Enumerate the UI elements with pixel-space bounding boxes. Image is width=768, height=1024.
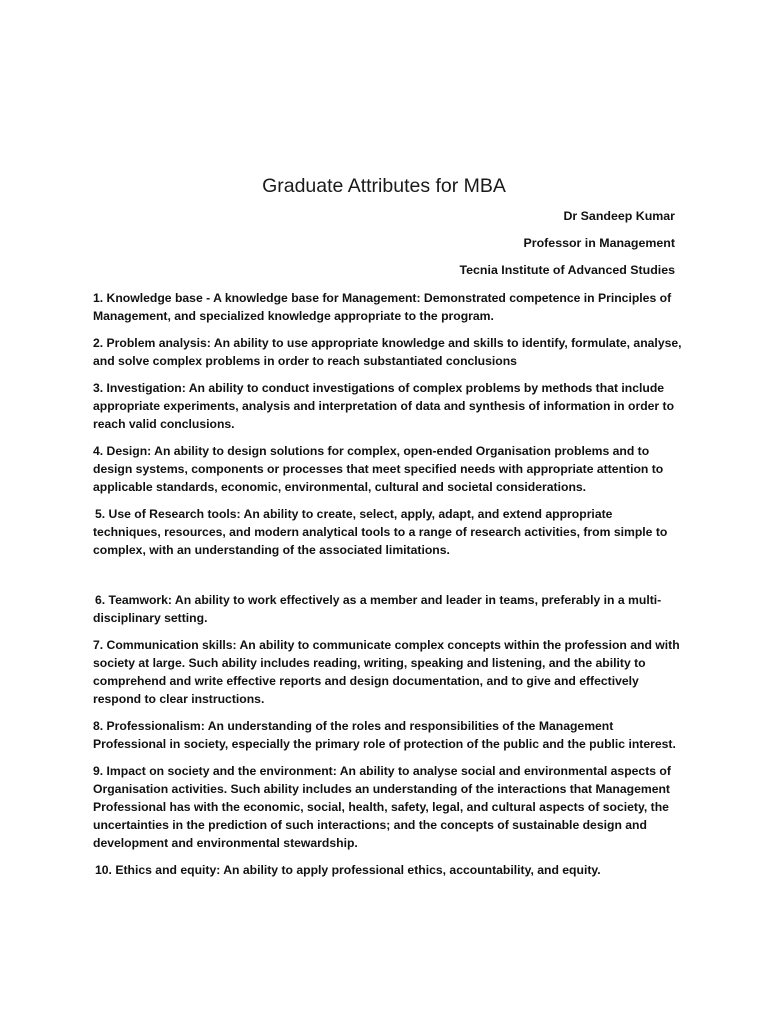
attribute-knowledge-base: 1. Knowledge base - A knowledge base for Management: Demonstrated competence in Principles of Management, and specialized knowledge appropriate to the program.: [93, 291, 672, 323]
attribute-impact-on-society: 9. Impact on society and the environment: An ability to analyse social and environmental aspects of Organisation activities. Such ability includes an understanding of the interactions that Management Professional has with the economic, social, health, safety, legal, and cultural aspects of society, the uncertainties in the prediction of such interactions; and the concepts of sustainable design and development and environmental stewardship.: [93, 764, 671, 850]
attribute-teamwork: 6. Teamwork: An ability to work effectively as a member and leader in teams, preferably in a multi-disciplinary setting.: [93, 593, 662, 625]
attribute-investigation: 3. Investigation: An ability to conduct investigations of complex problems by methods that include appropriate experiments, analysis and interpretation of data and synthesis of information in order to reach valid conclusions.: [93, 381, 675, 431]
author-institute: Tecnia Institute of Advanced Studies: [459, 263, 675, 277]
author-name: Dr Sandeep Kumar: [563, 209, 675, 223]
attribute-ethics-and-equity: 10. Ethics and equity: An ability to apply professional ethics, accountability, and equity.: [95, 863, 601, 877]
attribute-problem-analysis: 2. Problem analysis: An ability to use appropriate knowledge and skills to identify, formulate, analyse, and solve complex problems in order to reach substantiated conclusions: [93, 336, 682, 368]
author-block: [275, 207, 675, 288]
attribute-professionalism: 8. Professionalism: An understanding of the roles and responsibilities of the Management Professional in society, especially the primary role of protection of the public and the public interest.: [93, 719, 676, 751]
author-position: Professor in Management: [523, 236, 675, 250]
attribute-research-tools: 5. Use of Research tools: An ability to create, select, apply, adapt, and extend appropriate techniques, resources, and modern analytical tools to a range of research activities, from simple to complex, with an understanding of the associated limitations.: [93, 507, 668, 557]
attribute-communication-skills: 7. Communication skills: An ability to communicate complex concepts within the profession and with society at large. Such ability includes reading, writing, speaking and listening, and the ability to comprehend and write effective reports and design documentation, and to give and effectively respond to clear instructions.: [93, 638, 680, 706]
attribute-design: 4. Design: An ability to design solutions for complex, open-ended Organisation problems and to design systems, components or processes that meet specified needs with appropriate attention to applicable standards, economic, environmental, cultural and societal considerations.: [93, 444, 664, 494]
attributes-list: [93, 289, 683, 888]
document-title: Graduate Attributes for MBA: [262, 175, 506, 197]
